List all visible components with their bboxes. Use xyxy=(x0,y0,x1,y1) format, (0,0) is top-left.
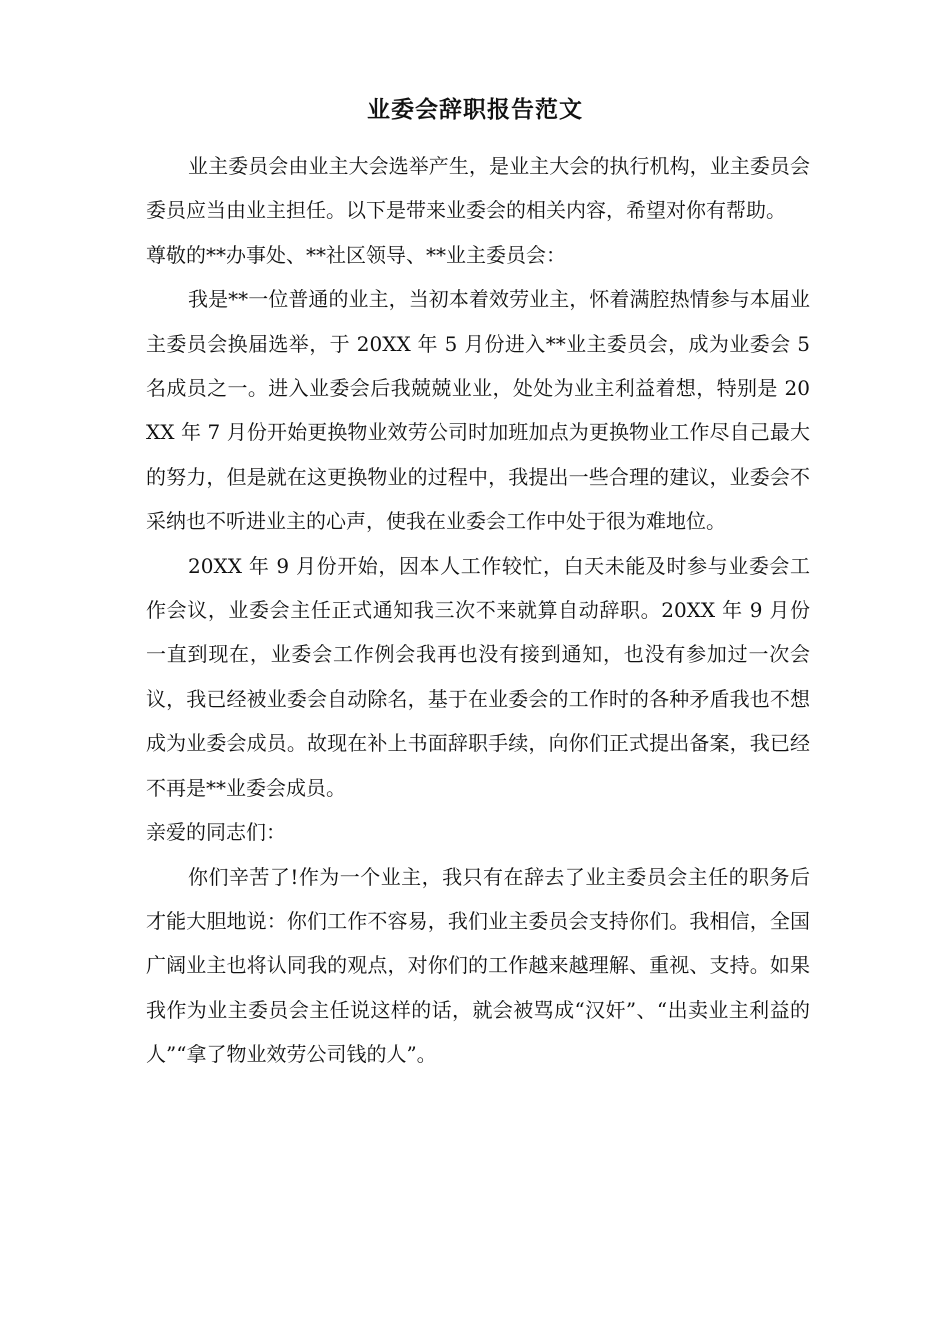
document-title: 业委会辞职报告范文 xyxy=(367,96,583,123)
document-body xyxy=(146,144,810,1077)
closing-paragraph: 你们辛苦了!作为一个业主，我只有在辞去了业主委员会主任的职务后才能大胆地说：你们工作不容易，我们业主委员会支持你们。我相信，全国广阔业主也将认同我的观点，对你们的工作越来越理解、重视、支持。如果我作为业主委员会主任说这样的话，就会被骂成“汉奸”、“出卖业主利益的人”“拿了物业效劳公司钱的人”。 xyxy=(146,864,810,1067)
background-paragraph: 我是**一位普通的业主，当初本着效劳业主，怀着满腔热情参与本届业主委员会换届选举，于 20XX 年 5 月份进入**业主委员会，成为业委会 5 名成员之一。进入业委会后我兢兢业业，处处为业主利益着想，特别是 20XX 年 7 月份开始更换物业效劳公司时加班加点为更换物业工作尽自己最大的努力，但是就在这更换物业的过程中，我提出一些合理的建议，业委会不采纳也不听进业主的心声，使我在业委会工作中处于很为难地位。 xyxy=(146,287,810,534)
salutation-comrades: 亲爱的同志们： xyxy=(146,820,286,845)
resignation-paragraph: 20XX 年 9 月份开始，因本人工作较忙，白天未能及时参与业委会工作会议，业委会主任正式通知我三次不来就算自动辞职。20XX 年 9 月份一直到现在，业委会工作例会我再也没有接到通知，也没有参加过一次会议，我已经被业委会自动除名，基于在业委会的工作时的各种矛盾我也不想成为业委会成员。故现在补上书面辞职手续，向你们正式提出备案，我已经不再是**业委会成员。 xyxy=(146,553,810,800)
salutation-officials: 尊敬的**办事处、**社区领导、**业主委员会： xyxy=(146,242,566,267)
intro-paragraph: 业主委员会由业主大会选举产生，是业主大会的执行机构，业主委员会委员应当由业主担任。以下是带来业委会的相关内容，希望对你有帮助。 xyxy=(146,154,810,223)
